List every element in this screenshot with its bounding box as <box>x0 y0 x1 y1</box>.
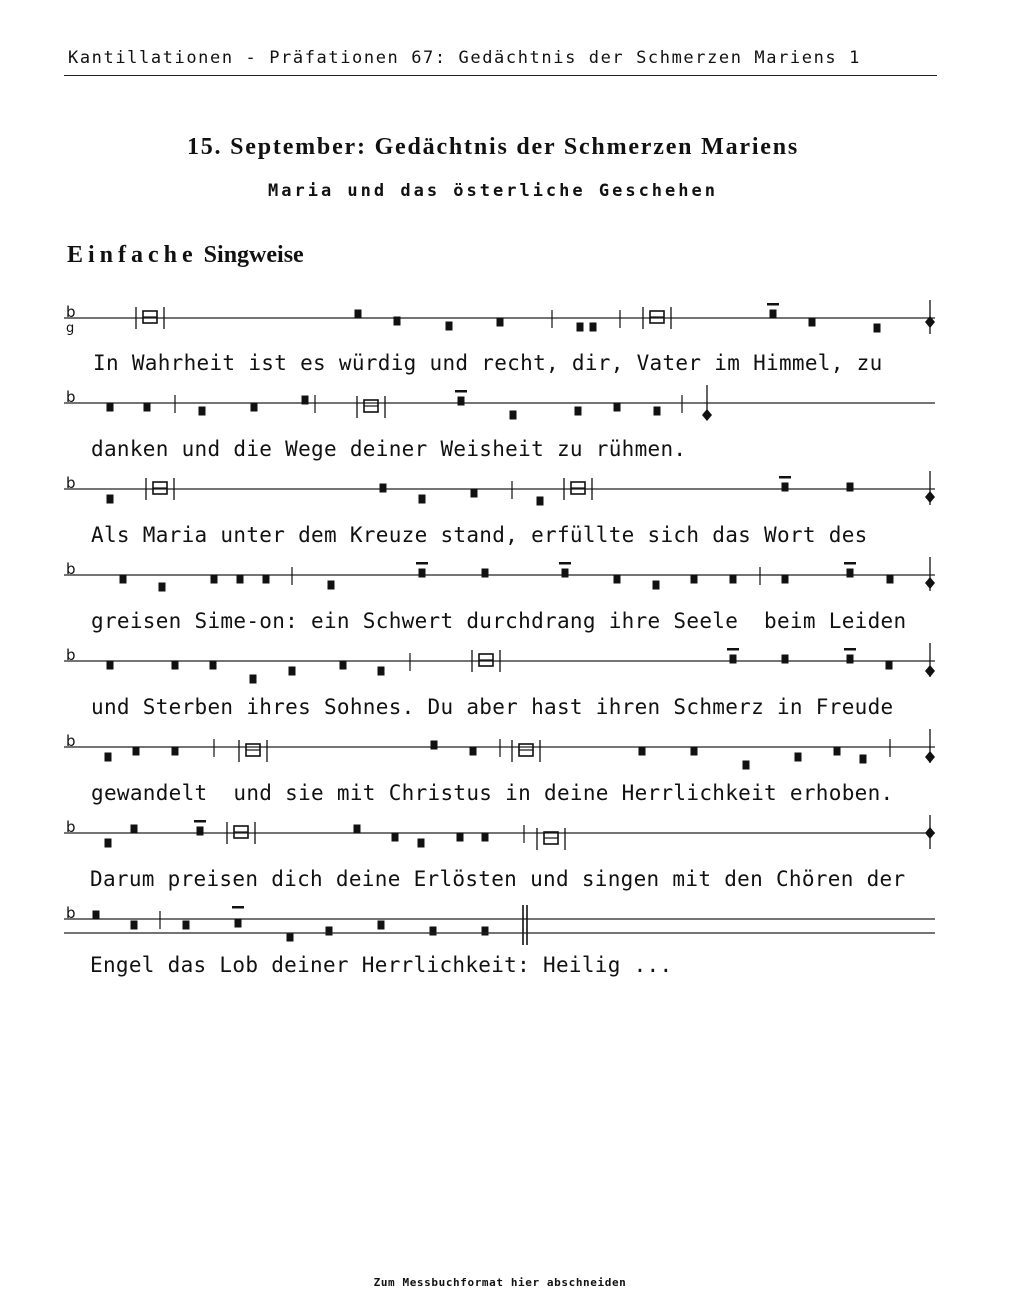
staff-line-2 <box>64 385 935 421</box>
lyric-line-3: Als Maria unter dem Kreuze stand, erfüllte sich das Wort des <box>91 523 868 547</box>
neume-note <box>144 403 151 412</box>
neume-note <box>392 833 399 842</box>
neume-note <box>614 575 621 584</box>
neume-note <box>235 919 242 928</box>
neume-note <box>107 661 114 670</box>
neume-note <box>457 833 464 842</box>
final-note-bar <box>925 471 935 505</box>
neume-note <box>354 825 361 834</box>
neume-note <box>782 483 789 492</box>
neume-note <box>419 569 426 578</box>
running-header: Kantillationen - Präfationen 67: Gedächtnis der Schmerzen Mariens 1 <box>68 48 861 68</box>
recitation-box-note <box>239 740 267 762</box>
section-heading-spaced: Einfache <box>67 242 198 268</box>
final-note-bar <box>925 815 935 849</box>
neume-note <box>289 667 296 676</box>
neume-note <box>654 407 661 416</box>
neume-note <box>159 583 166 592</box>
neume-note <box>770 310 777 319</box>
neume-note <box>887 575 894 584</box>
neume-note <box>250 675 257 684</box>
neume-note <box>653 581 660 590</box>
neume-note <box>120 575 127 584</box>
neume-note <box>211 575 218 584</box>
neume-note <box>326 927 333 936</box>
neume-note <box>105 839 112 848</box>
neume-note <box>107 495 114 504</box>
flat-clef: b <box>66 474 76 492</box>
episema-dash <box>779 476 791 479</box>
neume-note <box>730 655 737 664</box>
neume-note <box>847 483 854 492</box>
recitation-box-note <box>512 740 540 762</box>
neume-note <box>251 403 258 412</box>
neume-note <box>93 911 100 920</box>
neume-note <box>470 747 477 756</box>
staff-line-1 <box>64 300 935 336</box>
neume-note <box>378 921 385 930</box>
neume-note <box>886 661 893 670</box>
lyric-line-4: greisen Sime-on: ein Schwert durchdrang ihre Seele beim Leiden <box>91 609 907 633</box>
lyric-line-7: Darum preisen dich deine Erlösten und singen mit den Chören der <box>90 867 906 891</box>
lyric-line-1: In Wahrheit ist es würdig und recht, dir, Vater im Himmel, zu <box>93 351 883 375</box>
neume-note <box>458 397 465 406</box>
recitation-box-note <box>357 396 385 418</box>
neume-note <box>419 495 426 504</box>
neume-note <box>562 569 569 578</box>
neume-note <box>199 407 206 416</box>
page-subtitle: Maria und das österliche Geschehen <box>268 181 718 201</box>
neume-note <box>575 407 582 416</box>
episema-dash <box>844 562 856 565</box>
episema-dash <box>416 562 428 565</box>
neume-note <box>577 323 584 332</box>
page-title: 15. September: Gedächtnis der Schmerzen Mariens <box>186 134 800 160</box>
neume-note <box>237 575 244 584</box>
neume-note <box>482 569 489 578</box>
neume-note <box>355 310 362 319</box>
neume-note <box>537 497 544 506</box>
staff-line-3 <box>64 471 935 506</box>
episema-dash <box>455 390 467 393</box>
lyric-line-8: Engel das Lob deiner Herrlichkeit: Heilig ... <box>90 953 673 977</box>
final-note-bar <box>925 729 935 763</box>
neume-note <box>105 753 112 762</box>
neume-note <box>795 753 802 762</box>
neume-note <box>847 655 854 664</box>
neume-note <box>497 318 504 327</box>
flat-clef: b <box>66 560 76 578</box>
episema-dash <box>232 906 244 909</box>
staff-line-8 <box>64 904 935 945</box>
recitation-box-note <box>537 828 565 850</box>
neume-note <box>446 322 453 331</box>
neume-note <box>340 661 347 670</box>
neume-note <box>471 489 478 498</box>
staff-line-4 <box>64 557 935 592</box>
neume-note <box>691 575 698 584</box>
final-note-bar <box>925 643 935 677</box>
neume-note <box>860 755 867 764</box>
neume-note <box>107 403 114 412</box>
neume-note <box>263 575 270 584</box>
neume-note <box>210 661 217 670</box>
neume-note <box>782 575 789 584</box>
final-note-bar <box>925 557 935 591</box>
neume-note <box>172 661 179 670</box>
neume-note <box>691 747 698 756</box>
cut-note: Zum Messbuchformat hier abschneiden <box>373 1276 627 1289</box>
neume-note <box>809 318 816 327</box>
neume-note <box>197 827 204 836</box>
episema-dash <box>727 648 739 651</box>
neume-note <box>590 323 597 332</box>
neume-note <box>482 927 489 936</box>
staff-line-7 <box>64 815 935 850</box>
staff-line-5 <box>64 643 935 684</box>
episema-dash <box>559 562 571 565</box>
neume-note <box>380 484 387 493</box>
flat-clef: b <box>66 646 76 664</box>
final-note-bar <box>925 300 935 334</box>
neume-note <box>287 933 294 942</box>
episema-dash <box>844 648 856 651</box>
double-bar <box>523 905 527 945</box>
flat-clef: b <box>66 303 76 321</box>
neume-note <box>614 403 621 412</box>
lyric-line-5: und Sterben ihres Sohnes. Du aber hast ihren Schmerz in Freude <box>91 695 894 719</box>
neume-note <box>172 747 179 756</box>
neume-note <box>378 667 385 676</box>
flat-clef: b <box>66 818 76 836</box>
key-letter: g <box>66 321 75 336</box>
neume-note <box>131 921 138 930</box>
flat-clef: b <box>66 388 76 406</box>
neume-note <box>183 921 190 930</box>
neume-note <box>482 833 489 842</box>
neume-note <box>302 396 309 405</box>
staff-line-6 <box>64 729 935 770</box>
neume-note <box>394 317 401 326</box>
neume-note <box>782 655 789 664</box>
neume-note <box>131 825 138 834</box>
lyric-line-2: danken und die Wege deiner Weisheit zu rühmen. <box>91 437 687 461</box>
neume-note <box>639 747 646 756</box>
neume-note <box>874 324 881 333</box>
episema-dash <box>767 303 779 306</box>
neume-note <box>834 747 841 756</box>
flat-clef: b <box>66 732 76 750</box>
neume-note <box>730 575 737 584</box>
neume-note <box>743 761 750 770</box>
neume-note <box>510 411 517 420</box>
lyric-line-6: gewandelt und sie mit Christus in deine Herrlichkeit erhoben. <box>91 781 894 805</box>
neume-note <box>430 927 437 936</box>
neume-note <box>431 741 438 750</box>
neume-note <box>418 839 425 848</box>
neume-note <box>133 747 140 756</box>
neume-note <box>328 581 335 590</box>
section-heading-rest: Singweise <box>203 242 304 268</box>
episema-dash <box>194 820 206 823</box>
neume-note <box>847 569 854 578</box>
flat-clef: b <box>66 904 76 922</box>
